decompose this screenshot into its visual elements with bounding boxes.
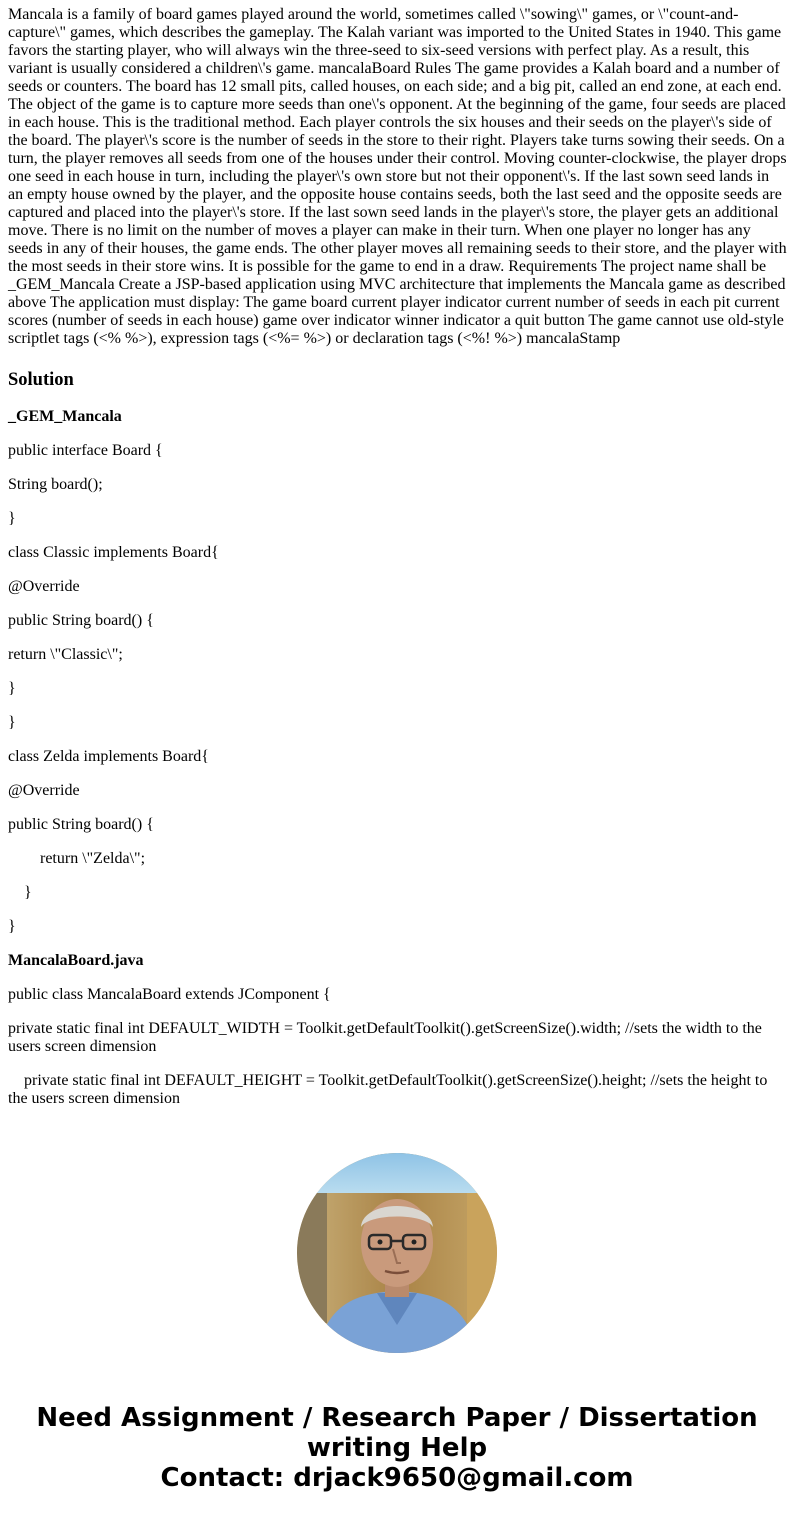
promo-line-2: writing Help bbox=[306, 1433, 488, 1463]
code-line: private static final int DEFAULT_WIDTH = Toolkit.getDefaultToolkit().getScreenSize().width; //sets the width to the users screen dimension bbox=[8, 1020, 766, 1055]
avatar-portrait-image bbox=[297, 1153, 497, 1353]
code-line: public class MancalaBoard extends JComponent { bbox=[8, 986, 331, 1003]
promo-contact: Contact: drjack9650@gmail.com bbox=[160, 1463, 634, 1493]
code-line: class Zelda implements Board{ bbox=[8, 748, 209, 765]
author-avatar bbox=[297, 1153, 497, 1353]
article bbox=[8, 6, 788, 1108]
code-line: public interface Board { bbox=[8, 442, 163, 459]
section-title-gem-mancala: _GEM_Mancala bbox=[8, 408, 122, 425]
code-line: } bbox=[8, 714, 16, 731]
code-line: } bbox=[8, 884, 32, 901]
promo-banner bbox=[0, 1403, 794, 1493]
solution-heading: Solution bbox=[8, 370, 74, 390]
code-line: } bbox=[8, 918, 16, 935]
code-line: String board(); bbox=[8, 476, 103, 493]
code-line: public String board() { bbox=[8, 612, 154, 629]
code-line: } bbox=[8, 680, 16, 697]
code-line: } bbox=[8, 510, 16, 527]
article-intro: Mancala is a family of board games played around the world, sometimes called \"sowing\" games, or \"count-and-capture\" games, which describes the gameplay. The Kalah variant was imported to the United States in 1940. This game favors the starting player, who will always win the three-seed to six-seed versions with perfect play. As a result, this variant is usually considered a children\'s game. mancalaBoard Rules The game provides a Kalah board and a number of seeds or counters. The board has 12 small pits, called houses, on each side; and a big pit, called an end zone, at each end. The object of the game is to capture more seeds than one\'s opponent. At the beginning of the game, four seeds are placed in each house. This is the traditional method. Each player controls the six houses and their seeds on the player\'s side of the board. The player\'s score is the number of seeds in the store to their right. Players take turns sowing their seeds. On a turn, the player removes all seeds from one of the houses under their control. Moving counter-clockwise, the player drops one seed in each house in turn, including the player\'s own store but not their opponent\'s. If the last sown seed lands in an empty house owned by the player, and the opposite house contains seeds, both the last seed and the opposite seeds are captured and placed into the player\'s store. If the last sown seed lands in the player\'s store, the player gets an additional move. There is no limit on the number of moves a player can make in their turn. When one player no longer has any seeds in any of their houses, the game ends. The other player moves all remaining seeds to their store, and the player with the most seeds in their store wins. It is possible for the game to end in a draw. Requirements The project name shall be _GEM_Mancala Create a JSP-based application using MVC architecture that implements the Mancala game as described above The application must display: The game board current player indicator current number of seeds in each pit current scores (number of seeds in each house) game over indicator winner indicator a quit button The game cannot use old-style scriptlet tags (<% %>), expression tags (<%= %>) or declaration tags (<%! %>) mancalaStamp bbox=[8, 6, 787, 347]
promo-line-1: Need Assignment / Research Paper / Dissertation bbox=[36, 1403, 758, 1433]
code-line: @Override bbox=[8, 782, 80, 799]
code-line: public String board() { bbox=[8, 816, 154, 833]
code-line: @Override bbox=[8, 578, 80, 595]
code-line: return \"Zelda\"; bbox=[8, 850, 146, 867]
code-line: private static final int DEFAULT_HEIGHT = Toolkit.getDefaultToolkit().getScreenSize().height; //sets the height to the users screen dimension bbox=[8, 1072, 772, 1107]
code-line: return \"Classic\"; bbox=[8, 646, 123, 663]
section-title-mancala-board: MancalaBoard.java bbox=[8, 952, 144, 969]
code-line: class Classic implements Board{ bbox=[8, 544, 219, 561]
